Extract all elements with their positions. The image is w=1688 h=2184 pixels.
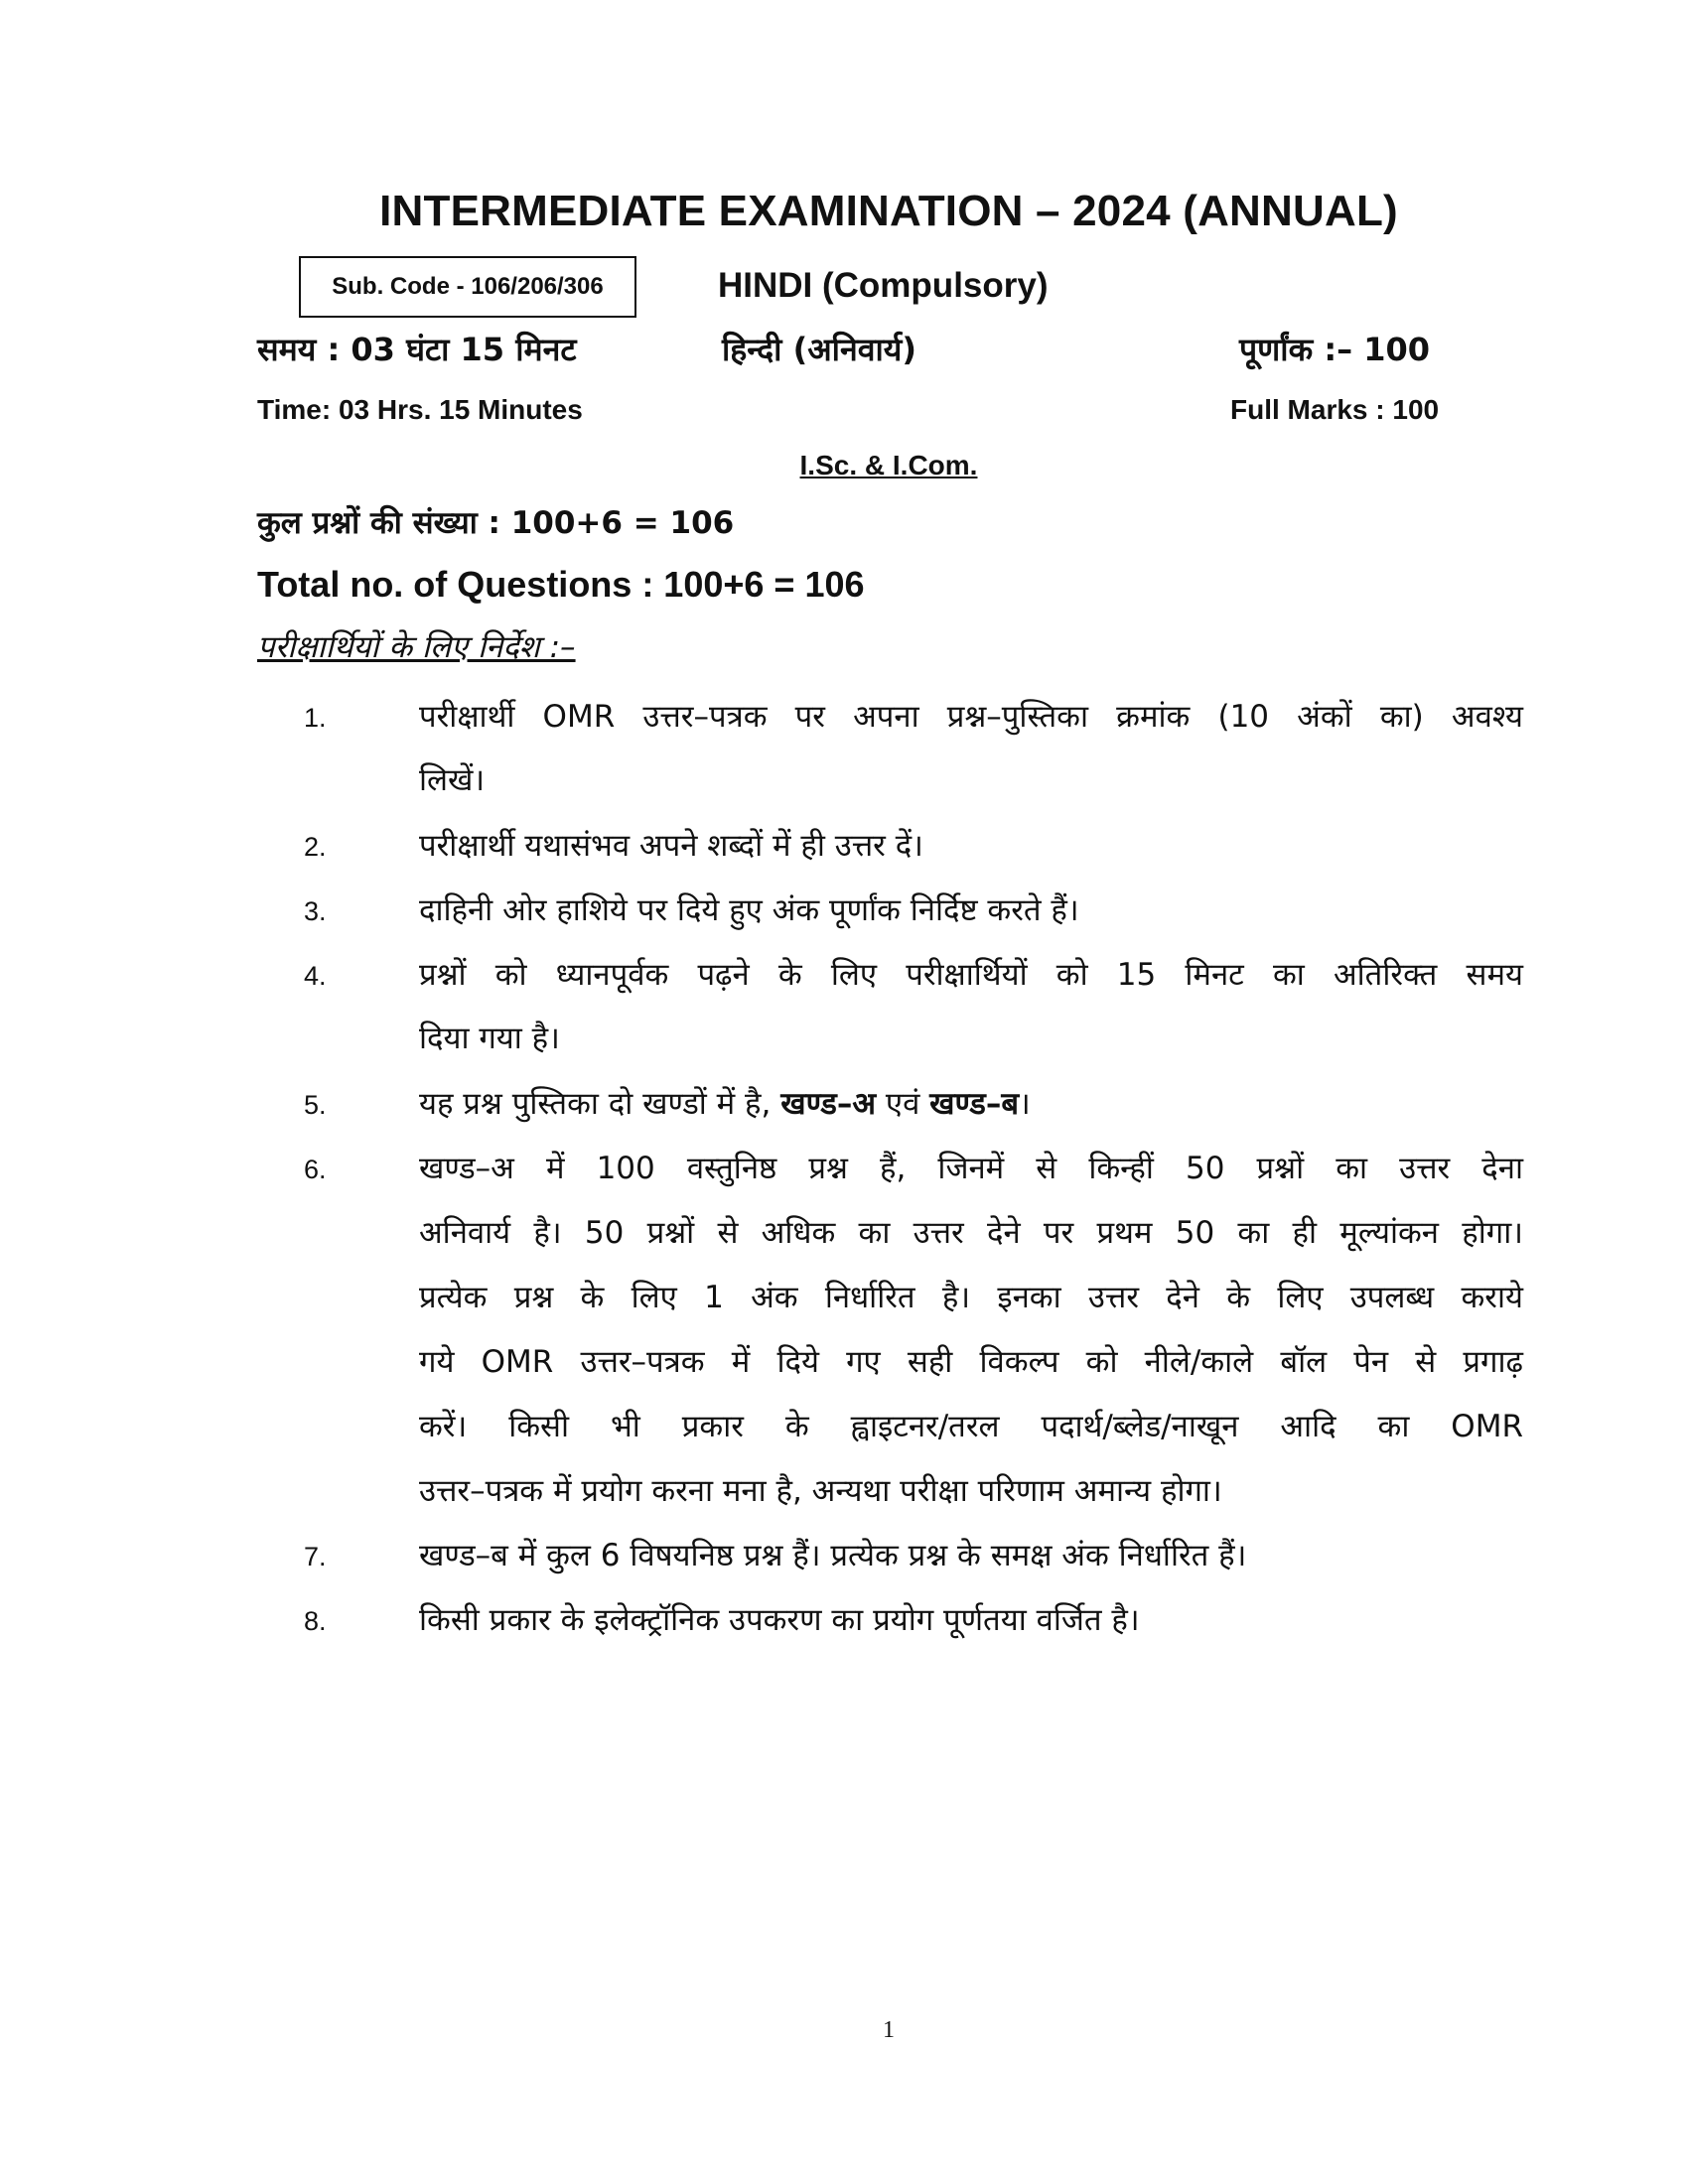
instruction-line: खण्ड–ब में कुल 6 विषयनिष्ठ प्रश्न हैं। प्रत्येक प्रश्न के समक्ष अंक निर्धारित हैं।	[419, 1538, 1247, 1573]
instruction-line: दाहिनी ओर हाशिये पर दिये हुए अंक पूर्णांक निर्दिष्ट करते हैं।	[419, 892, 1079, 928]
instruction-line: लिखें।	[419, 762, 486, 798]
instruction-line: परीक्षार्थी OMR उत्तर–पत्रक पर अपना प्रश्न–पुस्तिका क्रमांक (10 अंकों का) अवश्य	[419, 699, 1523, 735]
stream-label: I.Sc. & I.Com.	[799, 450, 978, 480]
instruction-line: प्रश्नों को ध्यानपूर्वक पढ़ने के लिए परीक्षार्थियों को 15 मिनट का अतिरिक्त समय	[419, 957, 1523, 993]
subject-code-box	[299, 256, 636, 318]
instruction-number: 5.	[304, 1090, 327, 1120]
instruction-text: एवं	[876, 1086, 930, 1122]
instruction-number: 8.	[304, 1606, 327, 1636]
instruction-text: ।	[1019, 1086, 1031, 1122]
time-hindi: समय : 03 घंटा 15 मिनट	[257, 331, 577, 368]
instruction-line	[419, 1082, 1523, 1124]
instructions-heading: परीक्षार्थियों के लिए निर्देश :–	[257, 629, 576, 665]
total-questions-hindi: कुल प्रश्नों की संख्या : 100+6 = 106	[257, 505, 735, 541]
instruction-line: उत्तर–पत्रक में प्रयोग करना मना है, अन्यथा परीक्षा परिणाम अमान्य होगा।	[419, 1473, 1222, 1509]
instruction-line: गये OMR उत्तर–पत्रक में दिये गए सही विकल्प को नीले/काले बॉल पेन से प्रगाढ़	[419, 1344, 1523, 1380]
subject-code: Sub. Code - 106/206/306	[332, 273, 604, 300]
full-marks-hindi: पूर्णांक :– 100	[1239, 331, 1431, 368]
total-questions-english: Total no. of Questions : 100+6 = 106	[257, 564, 865, 605]
instruction-line: दिया गया है।	[419, 1021, 560, 1056]
instruction-line: प्रत्येक प्रश्न के लिए 1 अंक निर्धारित है। इनका उत्तर देने के लिए उपलब्ध कराये	[419, 1280, 1523, 1315]
subject-name-hindi: हिन्दी (अनिवार्य)	[722, 331, 916, 368]
instruction-line: परीक्षार्थी यथासंभव अपने शब्दों में ही उत्तर दें।	[419, 828, 923, 864]
instruction-line: करें। किसी भी प्रकार के ह्वाइटनर/तरल पदार्थ/ब्लेड/नाखून आदि का OMR	[419, 1409, 1523, 1444]
instruction-number: 1.	[304, 703, 327, 733]
instruction-number: 2.	[304, 832, 327, 862]
instruction-number: 3.	[304, 896, 327, 926]
page-number: 1	[883, 2017, 895, 2043]
instruction-number: 4.	[304, 961, 327, 991]
full-marks-english: Full Marks : 100	[1230, 394, 1440, 425]
instruction-text: यह प्रश्न पुस्तिका दो खण्डों में है,	[419, 1086, 781, 1122]
instruction-line: खण्ड–अ में 100 वस्तुनिष्ठ प्रश्न हैं, जिनमें से किन्हीं 50 प्रश्नों का उत्तर देना	[419, 1151, 1523, 1186]
instruction-number: 6.	[304, 1155, 327, 1184]
section-b-label: खण्ड–ब	[929, 1086, 1020, 1122]
section-a-label: खण्ड–अ	[780, 1086, 877, 1122]
subject-name-english: HINDI (Compulsory)	[718, 266, 1049, 305]
instruction-line: अनिवार्य है। 50 प्रश्नों से अधिक का उत्तर देने पर प्रथम 50 का ही मूल्यांकन होगा।	[419, 1215, 1523, 1251]
time-english: Time: 03 Hrs. 15 Minutes	[257, 394, 583, 425]
instruction-number: 7.	[304, 1542, 327, 1571]
instruction-line: किसी प्रकार के इलेक्ट्रॉनिक उपकरण का प्रयोग पूर्णतया वर्जित है।	[419, 1602, 1140, 1638]
exam-title: INTERMEDIATE EXAMINATION – 2024 (ANNUAL)	[379, 187, 1398, 235]
